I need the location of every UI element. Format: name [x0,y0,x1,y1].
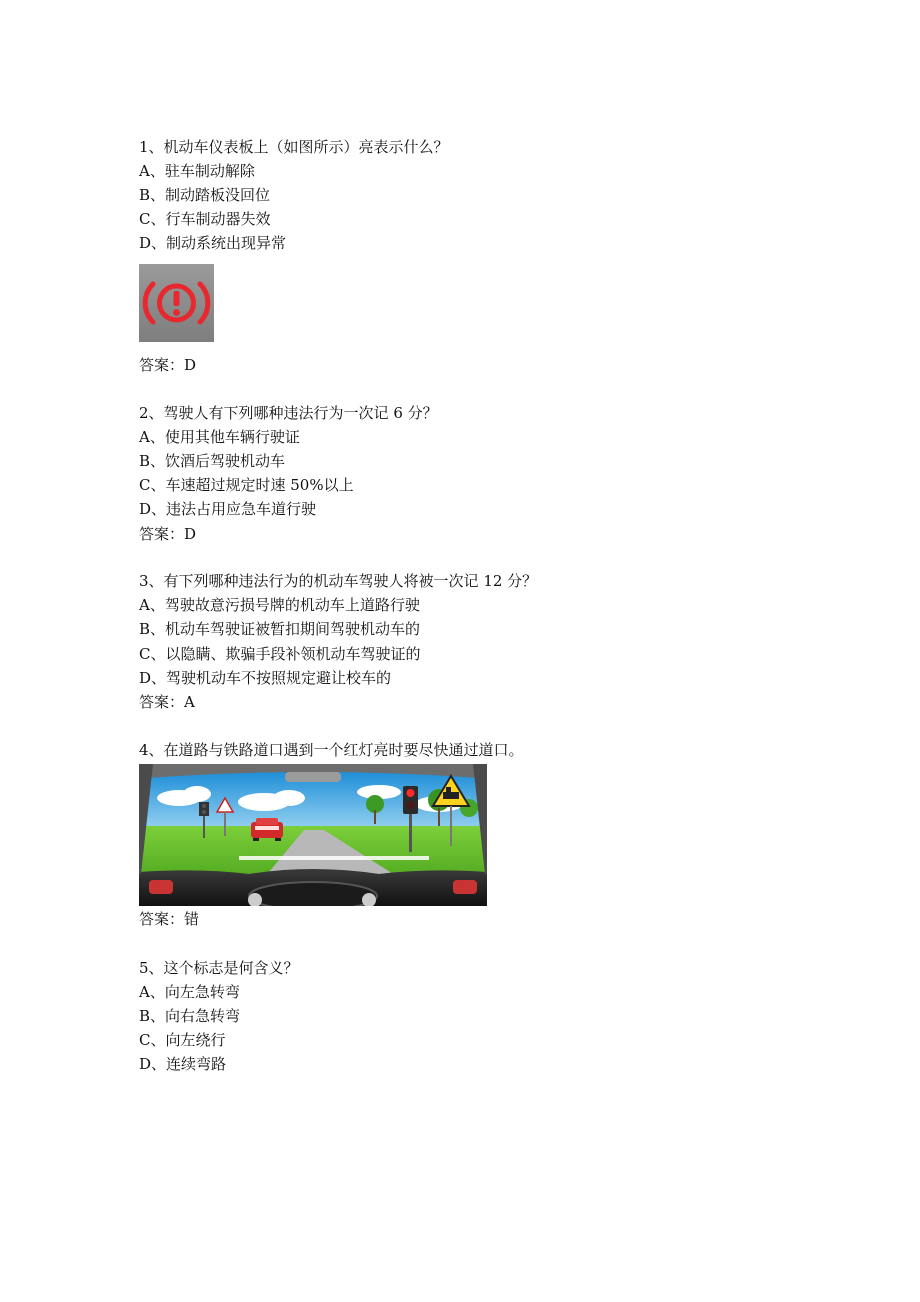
question-2-option-b: B、饮酒后驾驶机动车 [139,452,286,470]
question-4-answer: 答案：错 [139,910,200,928]
question-3-option-a: A、驾驶故意污损号牌的机动车上道路行驶 [139,596,420,614]
question-1-option-a: A、驻车制动解除 [139,162,255,180]
brake-warning-icon [139,264,214,342]
question-2-option-a: A、使用其他车辆行驶证 [139,428,300,446]
question-3-option-d: D、驾驶机动车不按照规定避让校车的 [139,669,392,687]
question-2-answer: 答案：D [139,525,197,543]
question-5-text: 5、这个标志是何含义？ [139,959,299,977]
question-1-option-c: C、行车制动器失效 [139,210,271,228]
question-1-option-b: B、制动踏板没回位 [139,186,271,204]
railway-crossing-scene [139,764,487,906]
question-3-option-b: B、机动车驾驶证被暂扣期间驾驶机动车的 [139,620,421,638]
question-5-option-c: C、向左绕行 [139,1031,226,1049]
question-1-option-d: D、制动系统出现异常 [139,234,287,252]
question-5-option-a: A、向左急转弯 [139,983,240,1001]
question-3-option-c: C、以隐瞒、欺骗手段补领机动车驾驶证的 [139,645,421,663]
question-1-text: 1、机动车仪表板上（如图所示）亮表示什么？ [139,138,449,156]
question-5-option-b: B、向右急转弯 [139,1007,241,1025]
question-2-option-c: C、车速超过规定时速 50%以上 [139,476,354,494]
question-1-answer: 答案：D [139,356,197,374]
question-5-option-d: D、连续弯路 [139,1055,227,1073]
question-3-text: 3、有下列哪种违法行为的机动车驾驶人将被一次记 12 分？ [139,572,538,590]
question-3-answer: 答案：A [139,693,195,711]
question-4-text: 4、在道路与铁路道口遇到一个红灯亮时要尽快通过道口。 [139,741,524,759]
question-2-option-d: D、违法占用应急车道行驶 [139,500,317,518]
question-2-text: 2、驾驶人有下列哪种违法行为一次记 6 分？ [139,404,438,422]
